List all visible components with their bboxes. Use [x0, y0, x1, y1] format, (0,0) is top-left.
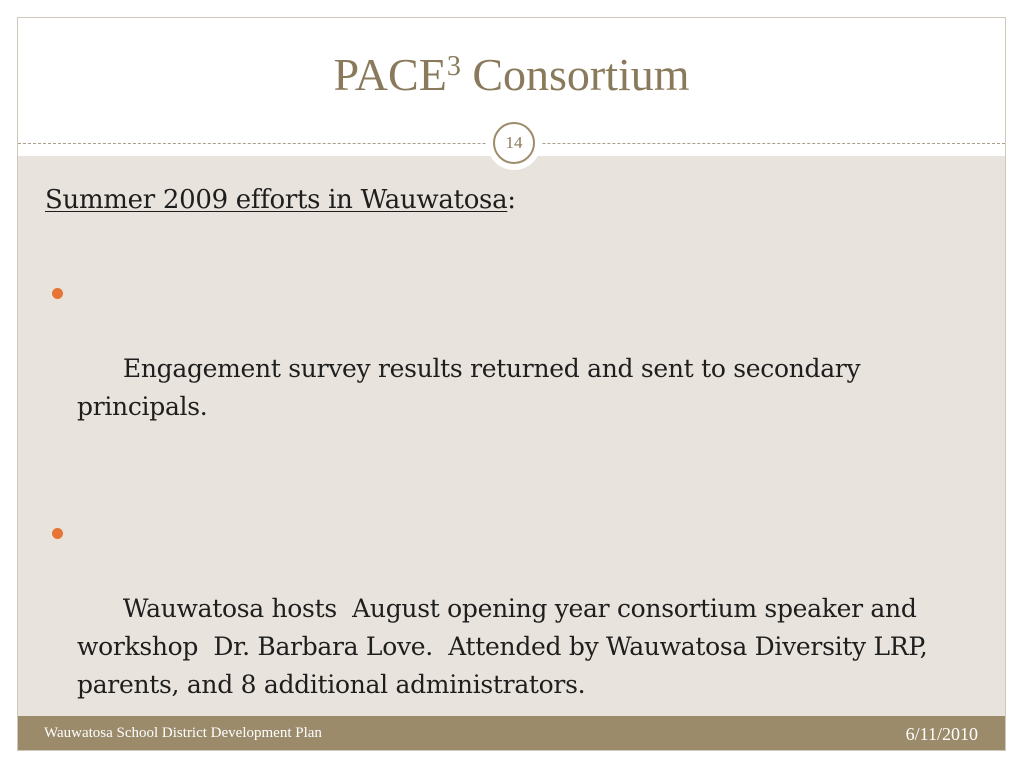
slide-title-rest: Consortium — [460, 49, 690, 100]
slide-title — [18, 49, 1005, 100]
bullet-text: Wauwatosa hosts August opening year consortium speaker and workshop Dr. Barbara Love. Attended by Wauwatosa Diversity LRP, parents, and 8 additional administrators. — [77, 594, 936, 699]
bullet-dot-icon — [52, 288, 63, 299]
slide-title-main: PACE — [333, 49, 447, 100]
slide-title-superscript: 3 — [446, 51, 461, 82]
bullet-item — [45, 274, 965, 464]
page-number-badge — [487, 116, 541, 170]
footer-title: Wauwatosa School District Development Plan — [44, 725, 322, 741]
slide-content — [45, 181, 965, 751]
page-number: 14 — [493, 122, 535, 164]
content-heading — [45, 181, 965, 219]
content-heading-suffix: : — [507, 185, 516, 215]
bullet-dot-icon — [52, 528, 63, 539]
footer — [18, 716, 1005, 751]
footer-date: 6/11/2010 — [905, 724, 978, 744]
slide — [17, 17, 1006, 751]
bullet-text: Engagement survey results returned and sent to secondary principals. — [77, 354, 868, 421]
content-heading-underlined: Summer 2009 efforts in Wauwatosa — [45, 185, 508, 215]
bullet-item — [45, 514, 965, 742]
